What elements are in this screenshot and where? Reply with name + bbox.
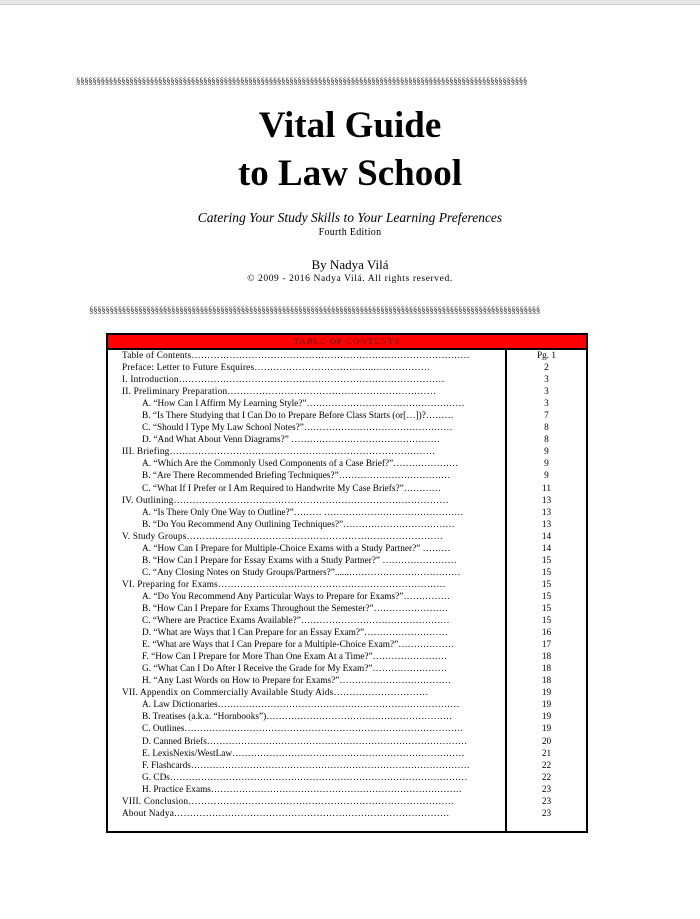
toc-row[interactable] [108, 422, 586, 434]
toc-row[interactable] [108, 784, 586, 796]
toc-page-number: 23 [541, 808, 552, 819]
toc-page-number: 15 [541, 591, 552, 602]
toc-row[interactable] [108, 675, 586, 687]
toc-row[interactable] [108, 699, 586, 711]
toc-page-number: 22 [541, 760, 552, 771]
toc-entry-text: III. Briefing………………………………………………………………………… [122, 447, 436, 458]
toc-row[interactable] [108, 760, 586, 772]
toc-row[interactable] [108, 507, 586, 519]
toc-page-number: 3 [544, 399, 549, 410]
toc-entry-text: A. “Do You Recommend Any Particular Ways to Prepare for Exams?”…………… [142, 591, 450, 602]
toc-page-number: 17 [541, 640, 552, 651]
toc-entry-text: About Nadya…………………………………………………………………………… [122, 808, 450, 819]
edition: Fourth Edition [318, 227, 382, 238]
toc-entry-text: A. “How Can I Prepare for Multiple-Choice Exams with a Study Partner?” ……… [142, 543, 451, 554]
toc-page-number: 23 [541, 796, 552, 807]
toc-row[interactable] [108, 434, 586, 446]
toc-row[interactable] [108, 374, 586, 386]
toc-entry-text: H. “Any Last Words on How to Prepare for Exams?”……………………………… [142, 676, 451, 687]
section-divider-bottom: §§§§§§§§§§§§§§§§§§§§§§§§§§§§§§§§§§§§§§§§§§§§§§§§§§§§§§§§§§§§§§§§§§§§§§§§§§§§§§§§§§§§§§§§§§§§§§§§§§§§§§§§§§§§§§ [89, 305, 541, 315]
toc-row[interactable] [108, 446, 586, 458]
toc-entry-text: F. Flashcards……………………………………………………………………………… [142, 760, 470, 771]
toc-page-number: 21 [541, 748, 552, 759]
toc-page-number: 13 [541, 519, 552, 530]
toc-page-number: 8 [544, 435, 549, 446]
toc-entry-text: II. Preliminary Preparation………………………………………………………… [122, 387, 437, 398]
toc-page-number: 13 [541, 495, 552, 506]
table-of-contents [106, 333, 588, 833]
toc-entry-text: I. Introduction………………………………………………………………………… [122, 375, 445, 386]
toc-row[interactable] [108, 543, 586, 555]
toc-rows [108, 350, 586, 820]
toc-entry-text: D. Canned Briefs………………………………………………………………………… [142, 736, 468, 747]
toc-page-number: 11 [542, 483, 551, 494]
toc-row[interactable] [108, 531, 586, 543]
toc-page-number: 2 [544, 363, 549, 374]
toc-page-number: 22 [541, 772, 552, 783]
toc-entry-text: A. “Is There Only One Way to Outline?”……… ……………………………………… [142, 507, 464, 518]
toc-entry-text: C. “What If I Prefer or I Am Required to Handwrite My Case Briefs?”………… [142, 483, 441, 494]
toc-page-number: 14 [541, 543, 552, 554]
title-line-1: Vital Guide [258, 105, 442, 146]
toc-page-number: 3 [544, 375, 549, 386]
toc-entry-text: A. Law Dictionaries…………………………………………………………………… [142, 700, 460, 711]
toc-row[interactable] [108, 639, 586, 651]
toc-entry-text: G. “What Can I Do After I Receive the Grade for My Exam?”…………………… [142, 664, 447, 675]
toc-page-number: 14 [541, 531, 552, 542]
toc-page-number: 18 [541, 652, 552, 663]
toc-page-number: 9 [544, 471, 549, 482]
toc-page-number: 20 [541, 736, 552, 747]
toc-entry-text: H. Practice Exams……………………………………………………………………… [142, 784, 462, 795]
toc-page-number: 15 [541, 603, 552, 614]
toc-row[interactable] [108, 555, 586, 567]
toc-row[interactable] [108, 567, 586, 579]
toc-page-number: 19 [541, 724, 552, 735]
toc-entry-text: D. “What are Ways that I Can Prepare for an Essay Exam?”……………………… [142, 628, 448, 639]
toc-entry-text: Preface: Letter to Future Esquires………………………………..……………… [122, 363, 431, 374]
toc-row[interactable] [108, 796, 586, 808]
toc-entry-text: B. Treatises (a.k.a. “Hornbooks”)…………………………………………………… [142, 712, 453, 723]
toc-entry-text: B. “Do You Recommend Any Outlining Techniques?”……………………………… [142, 519, 455, 530]
toc-entry-text: C. “Where are Practice Exams Available?”………………………………………… [142, 616, 450, 627]
toc-entry-text: A. “Which Are the Commonly Used Components of a Case Brief?”………………… [142, 459, 459, 470]
toc-row[interactable] [108, 808, 586, 820]
toc-entry-text: Table of Contents……………………………………………………………………………. [122, 351, 470, 361]
toc-row[interactable] [108, 483, 586, 495]
title-line-2: to Law School [237, 153, 463, 194]
toc-row[interactable] [108, 519, 586, 531]
toc-entry-text: E. “What are Ways that I Can Prepare for a Multiple-Choice Exam?”……………… [142, 640, 454, 651]
toc-entry-text: VIII. Conclusion………………………………………………………………………… [122, 796, 455, 807]
copyright: © 2009 - 2016 Nadya Vilá. All rights reserved. [247, 274, 453, 284]
toc-entry-text: C. “Should I Type My Law School Notes?”………………………………………… [142, 423, 453, 434]
toc-row[interactable] [108, 663, 586, 675]
toc-page-number: 16 [541, 628, 552, 639]
author: By Nadya Vilá [311, 257, 389, 272]
toc-row[interactable] [108, 591, 586, 603]
toc-row[interactable] [108, 470, 586, 482]
section-divider-top: §§§§§§§§§§§§§§§§§§§§§§§§§§§§§§§§§§§§§§§§§§§§§§§§§§§§§§§§§§§§§§§§§§§§§§§§§§§§§§§§§§§§§§§§§§§§§§§§§§§§§§§§§§§§§§ [76, 76, 528, 86]
toc-row[interactable] [108, 651, 586, 663]
toc-page-number: 15 [541, 555, 552, 566]
toc-row[interactable] [108, 711, 586, 723]
toc-row[interactable] [108, 458, 586, 470]
toc-row[interactable] [108, 362, 586, 374]
toc-row[interactable] [108, 772, 586, 784]
toc-page-number: 18 [541, 676, 552, 687]
toc-page-number: 9 [544, 459, 549, 470]
subtitle: Catering Your Study Skills to Your Learning Preferences [197, 210, 503, 225]
toc-entry-text: VI. Preparing for Exams……………………………………………………………… [122, 579, 446, 590]
toc-page-number: 23 [541, 784, 552, 795]
toc-row[interactable] [108, 627, 586, 639]
toc-page-number: 19 [541, 712, 552, 723]
toc-page-number: 7 [544, 411, 549, 422]
toc-page-number: 19 [541, 700, 552, 711]
toc-page-number: 3 [544, 387, 549, 398]
toc-row[interactable] [108, 603, 586, 615]
toc-entry-text: B. “How Can I Prepare for Essay Exams with a Study Partner?” …………………… [142, 555, 457, 566]
toc-page-number: 15 [541, 616, 552, 627]
toc-row[interactable] [108, 398, 586, 410]
toc-entry-text: F. “How Can I Prepare for More Than One Exam At a Time?”…………………… [142, 652, 448, 663]
toc-row[interactable] [108, 615, 586, 627]
toc-row[interactable] [108, 748, 586, 760]
toc-page-number: Pg. 1 [536, 351, 557, 361]
toc-entry-text: V. Study Groups……………………………………………………………………… [122, 531, 443, 542]
toc-page-number: 15 [541, 579, 552, 590]
toc-row[interactable] [108, 350, 586, 362]
toc-row[interactable] [108, 410, 586, 422]
toc-entry-text: B. “Is There Studying that I Can Do to Prepare Before Class Starts (or[…])?……… [142, 411, 454, 422]
toc-entry-text: B. “How Can I Prepare for Exams Throughout the Semester?”…………………… [142, 603, 449, 614]
toc-entry-text: G. CDs…………………………………………………………………………………… [142, 772, 468, 783]
toc-entry-text: IV. Outlining…………………………………………………………………………… [122, 495, 449, 506]
toc-row[interactable] [108, 495, 586, 507]
toc-row[interactable] [108, 579, 586, 591]
toc-page-number: 19 [541, 688, 552, 699]
toc-row[interactable] [108, 386, 586, 398]
toc-entry-text: B. “Are There Recommended Briefing Techniques?”……………………………… [142, 471, 451, 482]
toc-row[interactable] [108, 736, 586, 748]
toc-page-number: 13 [541, 507, 552, 518]
toc-entry-text: C. Outlines……………………………………………………………………………… [142, 724, 464, 735]
toc-entry-text: VII. Appendix on Commercially Available Study Aids………………………… [122, 688, 429, 699]
toc-entry-text: E. LexisNexis/WestLaw………………………………………………………………… [142, 748, 465, 759]
toc-entry-text: A. “How Can I Affirm My Learning Style?”…………………………………………… [142, 399, 465, 410]
toc-entry-text: D. “And What About Venn Diagrams?” ………………………………………… [142, 435, 440, 446]
toc-heading: TABLE OF CONTENTS [108, 335, 586, 350]
window-top-bar [0, 0, 700, 5]
toc-page-number: 15 [541, 567, 552, 578]
toc-row[interactable] [108, 723, 586, 735]
toc-page-number: 8 [544, 423, 549, 434]
toc-entry-text: C. “Any Closing Notes on Study Groups/Partners?”......……………………………… [142, 567, 461, 578]
toc-page-number: 18 [541, 664, 552, 675]
toc-page-number: 9 [544, 447, 549, 458]
toc-row[interactable] [108, 687, 586, 699]
